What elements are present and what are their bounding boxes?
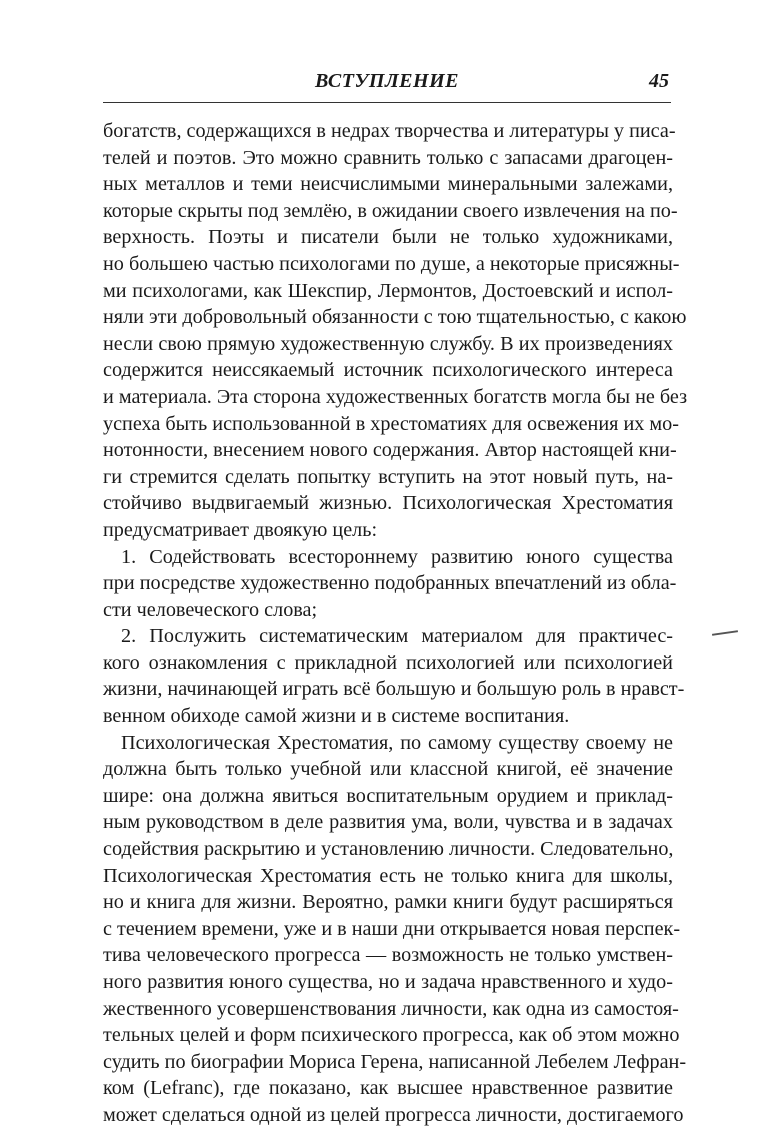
text-line: и материала. Эта сторона художественных богатств могла бы не без bbox=[103, 385, 688, 408]
running-header bbox=[103, 66, 671, 103]
text-line: ных металлов и теми неисчислимыми минеральными залежами, bbox=[103, 173, 673, 196]
body-text bbox=[103, 118, 688, 1129]
text-line: но большею частью психологами по душе, а некоторые присяжны- bbox=[103, 252, 680, 275]
text-line: но и книга для жизни. Вероятно, рамки книги будут расширяться bbox=[103, 891, 673, 914]
text-line: содержится неиссякаемый источник психологического интереса bbox=[103, 359, 673, 382]
text-line: кого ознакомления с прикладной психологией или психологией bbox=[103, 651, 673, 674]
text-line: ми психологами, как Шекспир, Лермонтов, Достоевский и испол- bbox=[103, 279, 673, 302]
text-line: венном обиходе самой жизни и в системе воспитания. bbox=[103, 705, 570, 728]
text-line: стойчиво выдвигаемый жизнью. Психологическая Хрестоматия bbox=[103, 492, 673, 515]
text-line: ком (Lefranc), где показано, как высшее нравственное развитие bbox=[103, 1077, 673, 1100]
text-line: ги стремится сделать попытку вступить на этот новый путь, на- bbox=[103, 465, 673, 488]
text-line: жизни, начинающей играть всё большую и большую роль в нравст- bbox=[103, 678, 685, 701]
page-number: 45 bbox=[649, 70, 669, 92]
margin-pencil-mark bbox=[712, 630, 738, 636]
list-item-2: 2. Послужить систематическим материалом для практичес- bbox=[121, 625, 673, 648]
text-line: судить по биографии Мориса Герена, написанной Лебелем Лефран- bbox=[103, 1050, 687, 1073]
text-line: Психологическая Хрестоматия есть не только книга для школы, bbox=[103, 864, 673, 887]
text-line: которые скрыты под землёю, в ожидании своего извлечения на по- bbox=[103, 199, 678, 222]
text-line: успеха быть использованной в хрестоматиях для освежения их мо- bbox=[103, 412, 680, 435]
text-line: несли свою прямую художественную службу. В их произведениях bbox=[103, 332, 673, 355]
list-item-1: 1. Содействовать всестороннему развитию юного существа bbox=[121, 545, 673, 568]
text-line: няли эти добровольный обязанности с тою тщательностью, с какою bbox=[103, 306, 687, 329]
text-line: тельных целей и форм психического прогресса, как об этом можно bbox=[103, 1024, 680, 1047]
text-line: содействия раскрытию и установлению личности. Следовательно, bbox=[103, 838, 674, 861]
text-line: сти человеческого слова; bbox=[103, 598, 318, 621]
text-line: может сделаться одной из целей прогресса личности, достигаемого bbox=[103, 1103, 684, 1126]
text-line: верхность. Поэты и писатели были не только художниками, bbox=[103, 226, 673, 249]
text-line: шире: она должна явиться воспитательным орудием и приклад- bbox=[103, 784, 673, 807]
text-line: предусматривает двоякую цель: bbox=[103, 518, 378, 541]
text-line: богатств, содержащихся в недрах творчества и литературы у писа- bbox=[103, 120, 676, 142]
text-line: при посредстве художественно подобранных впечатлений из обла- bbox=[103, 572, 677, 595]
text-line: ным руководством в деле развития ума, воли, чувства и в задачах bbox=[103, 811, 673, 834]
text-line: должна быть только учебной или классной книгой, её значение bbox=[103, 758, 673, 781]
chapter-title: ВСТУПЛЕНИЕ bbox=[315, 70, 459, 92]
paragraph-start: Психологическая Хрестоматия, по самому существу своему не bbox=[121, 731, 673, 754]
text-line: ного развития юного существа, но и задача нравственного и худо- bbox=[103, 971, 673, 993]
text-line: нотонности, внесением нового содержания. Автор настоящей кни- bbox=[103, 439, 677, 462]
text-line: жественного усовершенствования личности, как одна из самостоя- bbox=[103, 997, 679, 1020]
text-line: с течением времени, уже и в наши дни открывается новая перспек- bbox=[103, 917, 681, 940]
text-line: тива человеческого прогресса — возможность не только умствен- bbox=[103, 944, 673, 967]
text-line: телей и поэтов. Это можно сравнить только с запасами драгоцен- bbox=[103, 146, 673, 169]
